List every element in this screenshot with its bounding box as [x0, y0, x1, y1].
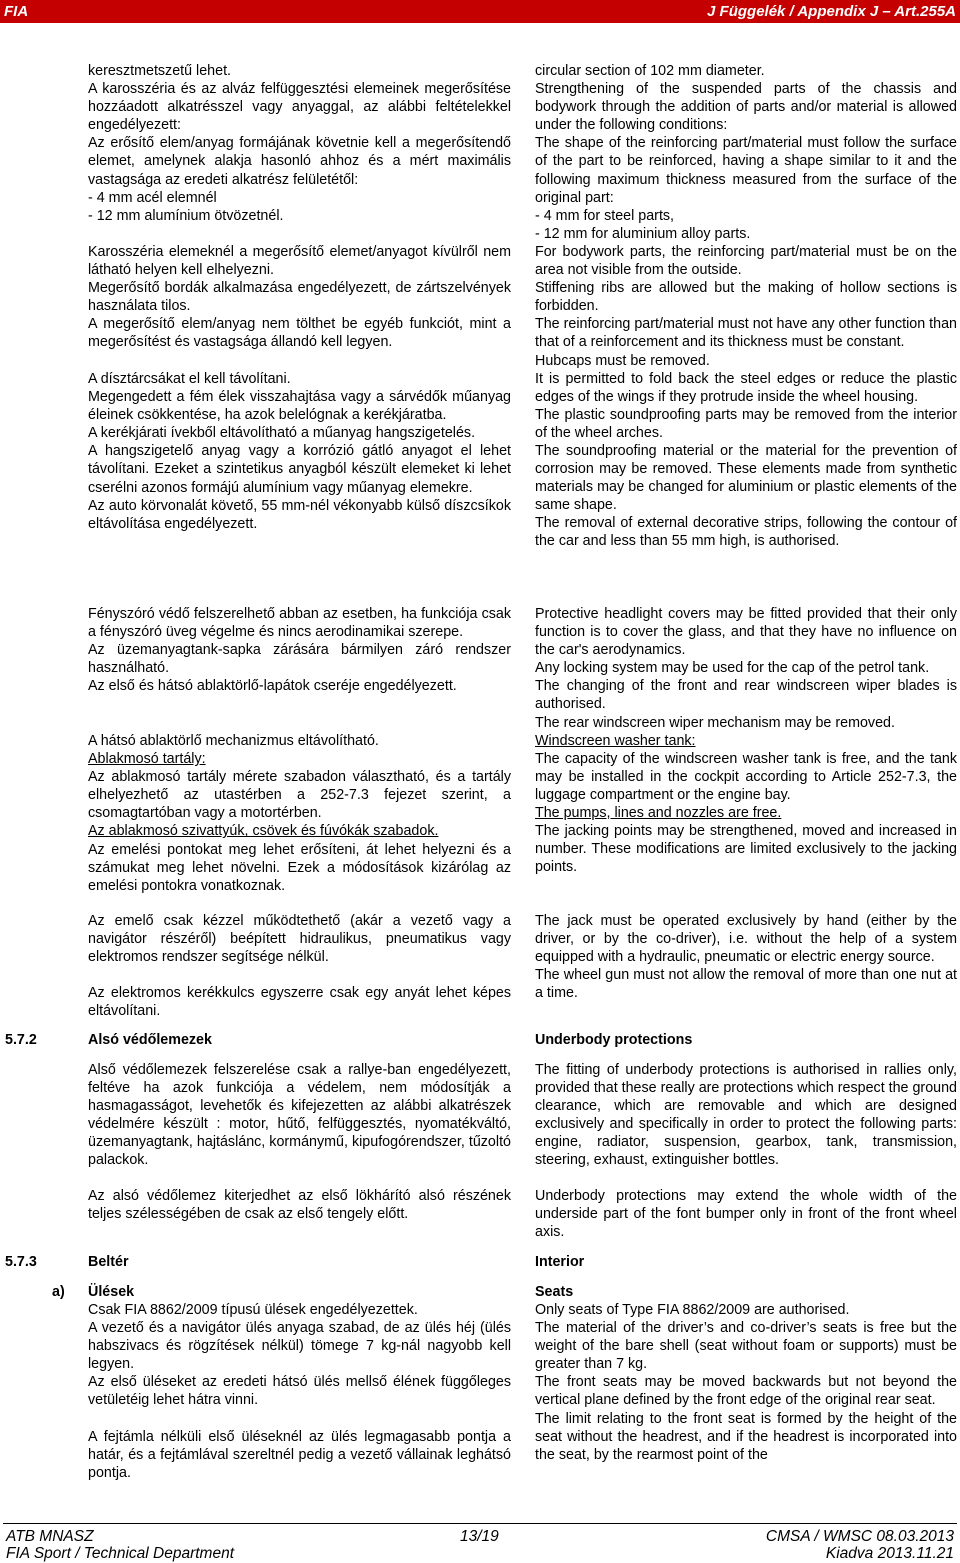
paragraph: The soundproofing material or the material for the prevention of corrosion may be removed. These elements made from synthetic materials may be changed for aluminium or plastic elements of the same shape. — [535, 442, 957, 514]
header-appendix-title: J Függelék / Appendix J – Art.255A — [707, 3, 956, 20]
section-title-text: Underbody protections — [535, 1032, 693, 1048]
section-title-text: Beltér — [88, 1254, 129, 1270]
paragraph: The plastic soundproofing parts may be removed from the interior of the wheel arches. — [535, 406, 957, 441]
paragraph: Az üzemanyagtank-sapka zárására bármilyen záró rendszer használható. — [88, 642, 511, 677]
paragraph: Underbody protections may extend the whole width of the underside part of the font bumper only in front of the front wheel axis. — [535, 1188, 957, 1241]
header-org: FIA — [4, 3, 29, 20]
paragraph: Fényszóró védő felszerelhető abban az esetben, ha funkciója csak a fényszóró üveg végelme és nincs aerodinamikai szerepe. — [88, 606, 511, 641]
paragraph: The shape of the reinforcing part/material must follow the surface of the part to be reinforced, having a shape similar to it and the following maximum thickness measured from the surface of the original part: — [535, 135, 957, 206]
paragraph: The reinforcing part/material must not have any other function than that of a reinforcement and its thickness must be constant. — [535, 316, 957, 351]
section-title — [88, 1031, 511, 1049]
paragraph: - 12 mm for aluminium alloy parts. — [535, 225, 751, 242]
paragraph: A megerősítő elem/anyag nem tölthet be egyéb funkciót, mint a megerősítést és vastagsága állandó kell legyen. — [88, 316, 511, 351]
left-block-10 — [88, 1301, 511, 1410]
paragraph: The limit relating to the front seat is formed by the height of the seat without the headrest, and if the headrest is incorporated into the seat, by the rearmost point of the — [535, 1410, 957, 1463]
paragraph: Megengedett a fém élek visszahajtása vagy a sárvédők műanyag éleinek csökkentése, ha azok belelógnak a kerékjáratba. — [88, 389, 511, 424]
subsection-title — [88, 1283, 511, 1301]
paragraph: Az emelési pontokat meg lehet erősíteni, át lehet helyezni és a számukat meg lehet növelni. Ezek a módosítások kizárólag az emelési pontokra vonatkoznak. — [88, 841, 511, 894]
paragraph: The removal of external decorative strips, following the contour of the car and less than 55 mm high, is authorised. — [535, 515, 957, 550]
section-title — [88, 1253, 511, 1271]
subsection-title — [535, 1283, 957, 1301]
left-block-7 — [88, 984, 511, 1020]
paragraph-underlined: The pumps, lines and nozzles are free. — [535, 805, 782, 822]
left-block-9 — [88, 1187, 511, 1223]
paragraph: A kerékjárati ívekből eltávolítható a műanyag hangszigetelés. — [88, 425, 476, 442]
left-block-1 — [88, 62, 511, 225]
paragraph: The jacking points may be strengthened, moved and increased in number. These modifications are limited exclusively to the jacking points. — [535, 823, 957, 876]
paragraph: keresztmetszetű lehet. — [88, 63, 232, 79]
section-title-text: Alsó védőlemezek — [88, 1032, 212, 1048]
paragraph: - 4 mm acél elemnél — [88, 189, 217, 206]
left-block-2 — [88, 243, 511, 352]
paragraph: Az első üléseket az eredeti hátsó ülés mellső élének függőleges vetületéig lehet hátra vinni. — [88, 1374, 511, 1409]
paragraph: Protective headlight covers may be fitted provided that their only function is to cover the glass, and that they have no influence on the car's aerodynamics. — [535, 606, 957, 659]
washer-tank-heading: Ablakmosó tartály: — [88, 751, 206, 768]
paragraph: Az auto körvonalát követő, 55 mm-nél vékonyabb külső díszcsíkok eltávolítása engedélyezett. — [88, 497, 511, 532]
paragraph: A vezető és a navigátor ülés anyaga szabad, de az ülés héj (ülés habszivacs és rögzítések nélkül) tömege 7 kg-nál nagyobb kell legyen. — [88, 1320, 511, 1373]
paragraph: - 12 mm alumínium ötvözetnél. — [88, 207, 284, 224]
paragraph: A fejtámla nélküli első üléseknél az ülés legmagasabb pontja a határ, és a fejtámlával szereltnél pedig a vezető vállainak leghátsó pontja. — [88, 1429, 511, 1482]
footer-org: ATB MNASZ — [6, 1528, 94, 1545]
subsection-title-text: Seats — [535, 1284, 574, 1300]
right-block-3 — [535, 912, 957, 1002]
left-block-8 — [88, 1061, 511, 1170]
footer-divider — [3, 1523, 957, 1524]
left-block-6 — [88, 912, 511, 966]
paragraph: A hangszigetelő anyag vagy a korrózió gátló anyagot el lehet távolítani. Ezeket a szintetikus anyagból készült elemeket ki lehet cserélni azonos formájú alumínium vagy műanyag elemekre. — [88, 443, 511, 496]
paragraph-underlined: Az ablakmosó szivattyúk, csövek és fúvókák szabadok. — [88, 823, 439, 840]
subsection-label: a) — [52, 1284, 65, 1300]
paragraph: Only seats of Type FIA 8862/2009 are authorised. — [535, 1302, 850, 1318]
section-title — [535, 1031, 957, 1049]
footer-issue-date: Kiadva 2013.11.21 — [825, 1545, 954, 1562]
paragraph: Alső védőlemezek felszerelése csak a rallye-ban engedélyezett, feltéve ha azok funkciója a védelem, nem módosítják a hasmagasságot, levehetők és kifejezetten az alábbi alkatrészek védelmére készült : motor, hűtő, felfüggesztés, nyomatékváltó, üzemanyagtank, hajtáslánc, kormánymű, kipufogórendszer, tűzoltó palackok. — [88, 1062, 511, 1169]
paragraph: Strengthening of the suspended parts of the chassis and bodywork through the addition of parts and/or material is allowed under the following conditions: — [535, 81, 957, 134]
section-number: 5.7.2 — [5, 1032, 37, 1048]
section-title — [535, 1253, 957, 1271]
paragraph: Megerősítő bordák alkalmazása engedélyezett, de zártszelvények használata tilos. — [88, 280, 511, 315]
section-number: 5.7.3 — [5, 1254, 37, 1270]
paragraph: The changing of the front and rear windscreen wiper blades is authorised. — [535, 678, 957, 713]
paragraph: The material of the driver’s and co-driver’s seats is free but the weight of the bare shell (seat without foam or supports) must be greater than 7 kg. — [535, 1320, 957, 1373]
paragraph: Csak FIA 8862/2009 típusú ülések engedélyezettek. — [88, 1302, 418, 1318]
left-block-11 — [88, 1428, 511, 1482]
page-number: 13/19 — [460, 1528, 499, 1545]
paragraph: The fitting of underbody protections is authorised in rallies only, provided that these really are protections which respect the ground clearance, which are removable and which are designed exclusively and specifically in order to protect the following parts: engine, radiator, suspension, gearbox, tank, transmission, steering, exhaust, extinguisher bottles. — [535, 1062, 958, 1169]
paragraph: Az első és hátsó ablaktörlő-lapátok cseréje engedélyezett. — [88, 678, 457, 695]
paragraph: The front seats may be moved backwards but not beyond the vertical plane defined by the front edge of the original rear seat. — [535, 1374, 957, 1409]
left-block-4 — [88, 605, 511, 695]
paragraph: The rear windscreen wiper mechanism may be removed. — [535, 714, 895, 731]
washer-tank-heading: Windscreen washer tank: — [535, 732, 696, 749]
paragraph: Az alsó védőlemez kiterjedhet az első lökhárító alsó részének teljes szélességében de csak az első tengely előtt. — [88, 1188, 511, 1223]
paragraph: A hátsó ablaktörlő mechanizmus eltávolítható. — [88, 733, 379, 749]
paragraph: Az elektromos kerékkulcs egyszerre csak egy anyát lehet képes eltávolítani. — [88, 985, 511, 1020]
paragraph: Any locking system may be used for the cap of the petrol tank. — [535, 660, 930, 677]
subsection-title-text: Ülések — [88, 1284, 135, 1300]
paragraph: The jack must be operated exclusively by hand (either by the driver, or by the co-driver), i.e. without the help of a system equipped with a hydraulic, pneumatic or electric energy source. — [535, 913, 957, 966]
paragraph: Az ablakmosó tartály mérete szabadon választható, és a tartály elhelyezhető az utastérben a 252-7.3 fejezet szerint, a csomagtartóban vagy a motortérben. — [88, 769, 511, 822]
page-header — [0, 0, 960, 23]
section-title-text: Interior — [535, 1254, 585, 1270]
paragraph: Az emelő csak kézzel működtethető (akár a vezető vagy a navigátor részéről) beépített hidraulikus, pneumatikus vagy elektromos rendszer segítsége nélkül. — [88, 913, 511, 966]
paragraph: The wheel gun must not allow the removal of more than one nut at a time. — [535, 967, 957, 1002]
paragraph: A dísztárcsákat el kell távolítani. — [88, 371, 291, 387]
footer-approval: CMSA / WMSC 08.03.2013 — [765, 1528, 954, 1545]
paragraph: Stiffening ribs are allowed but the making of hollow sections is forbidden. — [535, 280, 957, 315]
right-block-6 — [535, 1301, 957, 1464]
left-block-3 — [88, 370, 511, 533]
paragraph: For bodywork parts, the reinforcing part/material must be on the area not visible from the outside. — [535, 243, 957, 279]
paragraph: Hubcaps must be removed. — [535, 352, 710, 369]
paragraph: It is permitted to fold back the steel edges or reduce the plastic edges of the wings if they protrude inside the wheel housing. — [535, 370, 957, 405]
paragraph: Karosszéria elemeknél a megerősítő elemet/anyagot kívülről nem látható helyen kell elhelyezni. — [88, 244, 511, 279]
paragraph: Az erősítő elem/anyag formájának követnie kell a megerősítendő elemet, amelynek alakja hasonló ahhoz és a mért maximális vastagsága az eredeti alkatrész felületétől: — [88, 135, 511, 188]
right-block-2 — [535, 605, 957, 876]
footer-department: FIA Sport / Technical Department — [6, 1545, 235, 1562]
paragraph: circular section of 102 mm diameter. — [535, 63, 765, 79]
paragraph: - 4 mm for steel parts, — [535, 207, 675, 224]
right-block-4 — [535, 1061, 957, 1170]
right-block-5 — [535, 1187, 957, 1241]
paragraph: The capacity of the windscreen washer tank is free, and the tank may be installed in the cockpit according to Article 252-7.3, the luggage compartment or the engine bay. — [535, 750, 957, 803]
right-block-1 — [535, 62, 957, 551]
paragraph: A karosszéria és az alváz felfüggesztési elemeinek megerősítése hozzáadott alkatrésszel vagy anyaggal, az alábbi feltételekkel engedélyezett: — [88, 81, 511, 134]
left-block-5 — [88, 732, 511, 895]
